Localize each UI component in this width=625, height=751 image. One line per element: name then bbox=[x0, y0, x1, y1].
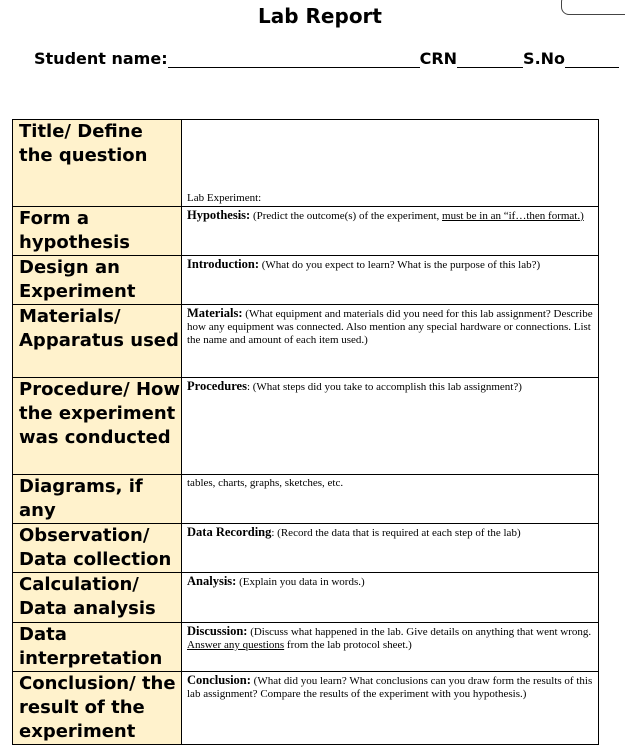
row-label: Conclusion/ the result of the experiment bbox=[13, 672, 182, 745]
page-title: Lab Report bbox=[258, 4, 382, 28]
row-label: Diagrams, if any bbox=[13, 475, 182, 524]
row-text: (What do you expect to learn? What is the purpose of this lab?) bbox=[259, 259, 541, 271]
row-content[interactable] bbox=[182, 524, 599, 573]
table-row bbox=[13, 573, 599, 623]
row-content[interactable] bbox=[182, 378, 599, 475]
row-content[interactable] bbox=[182, 207, 599, 256]
row-content[interactable] bbox=[182, 623, 599, 672]
row-heading: Procedures bbox=[187, 379, 247, 393]
row-heading: Conclusion: bbox=[187, 673, 251, 687]
student-name-label: Student name: bbox=[34, 49, 168, 68]
row-label: Observation/ Data collection bbox=[13, 524, 182, 573]
row-label: Procedure/ How the experiment was conducted bbox=[13, 378, 182, 475]
row-heading: Data Recording bbox=[187, 525, 272, 539]
row-content[interactable] bbox=[182, 120, 599, 207]
row-content[interactable] bbox=[182, 573, 599, 623]
row-content[interactable] bbox=[182, 305, 599, 378]
crn-field[interactable] bbox=[457, 51, 523, 68]
lab-report-table bbox=[12, 119, 599, 745]
table-row bbox=[13, 623, 599, 672]
row-text: Lab Experiment: bbox=[187, 192, 262, 204]
row-label: Calculation/ Data analysis bbox=[13, 573, 182, 623]
row-content[interactable] bbox=[182, 256, 599, 305]
row-heading: Materials: bbox=[187, 306, 243, 320]
row-text: (Explain you data in words.) bbox=[236, 576, 365, 588]
student-info-line bbox=[34, 46, 619, 68]
row-underlined-text: Answer any questions bbox=[187, 639, 285, 651]
table-row bbox=[13, 207, 599, 256]
table-row bbox=[13, 120, 599, 207]
table-row bbox=[13, 378, 599, 475]
row-heading: Analysis: bbox=[187, 574, 237, 588]
row-label: Title/ Define the question bbox=[13, 120, 182, 207]
sno-field[interactable] bbox=[565, 51, 619, 68]
row-text: tables, charts, graphs, sketches, etc. bbox=[187, 477, 344, 489]
row-heading: Hypothesis: bbox=[187, 208, 251, 222]
row-text: (Predict the outcome(s) of the experiment, bbox=[250, 210, 443, 222]
table-row bbox=[13, 256, 599, 305]
crn-label: CRN bbox=[419, 49, 458, 68]
row-heading: Discussion: bbox=[187, 624, 248, 638]
table-row bbox=[13, 524, 599, 573]
student-name-field[interactable] bbox=[168, 51, 420, 68]
row-label: Design an Experiment bbox=[13, 256, 182, 305]
row-text: (What did you learn? What conclusions can you draw form the results of this lab assignment? Compare the results of the experiment with you hypothesis.) bbox=[187, 675, 593, 700]
row-heading: Introduction: bbox=[187, 257, 260, 271]
sno-label: S.No bbox=[523, 49, 566, 68]
row-label: Form a hypothesis bbox=[13, 207, 182, 256]
table-row bbox=[13, 305, 599, 378]
row-content[interactable] bbox=[182, 672, 599, 745]
row-text: (Discuss what happened in the lab. Give details on anything that went wrong. bbox=[247, 626, 592, 638]
row-text: : (What steps did you take to accomplish this lab assignment?) bbox=[246, 381, 522, 393]
table-row bbox=[13, 475, 599, 524]
row-text: from the lab protocol sheet.) bbox=[284, 639, 412, 651]
row-text: (What equipment and materials did you need for this lab assignment? Describe how any equipment was connected. Also mention any special hardware or connections. List the name and amount of each item used.) bbox=[187, 308, 593, 346]
row-content[interactable] bbox=[182, 475, 599, 524]
row-label: Materials/ Apparatus used bbox=[13, 305, 182, 378]
row-underlined-text: must be in an “if…then format.) bbox=[442, 210, 584, 222]
row-label: Data interpretation bbox=[13, 623, 182, 672]
row-text: : (Record the data that is required at each step of the lab) bbox=[271, 527, 521, 539]
table-row bbox=[13, 672, 599, 745]
